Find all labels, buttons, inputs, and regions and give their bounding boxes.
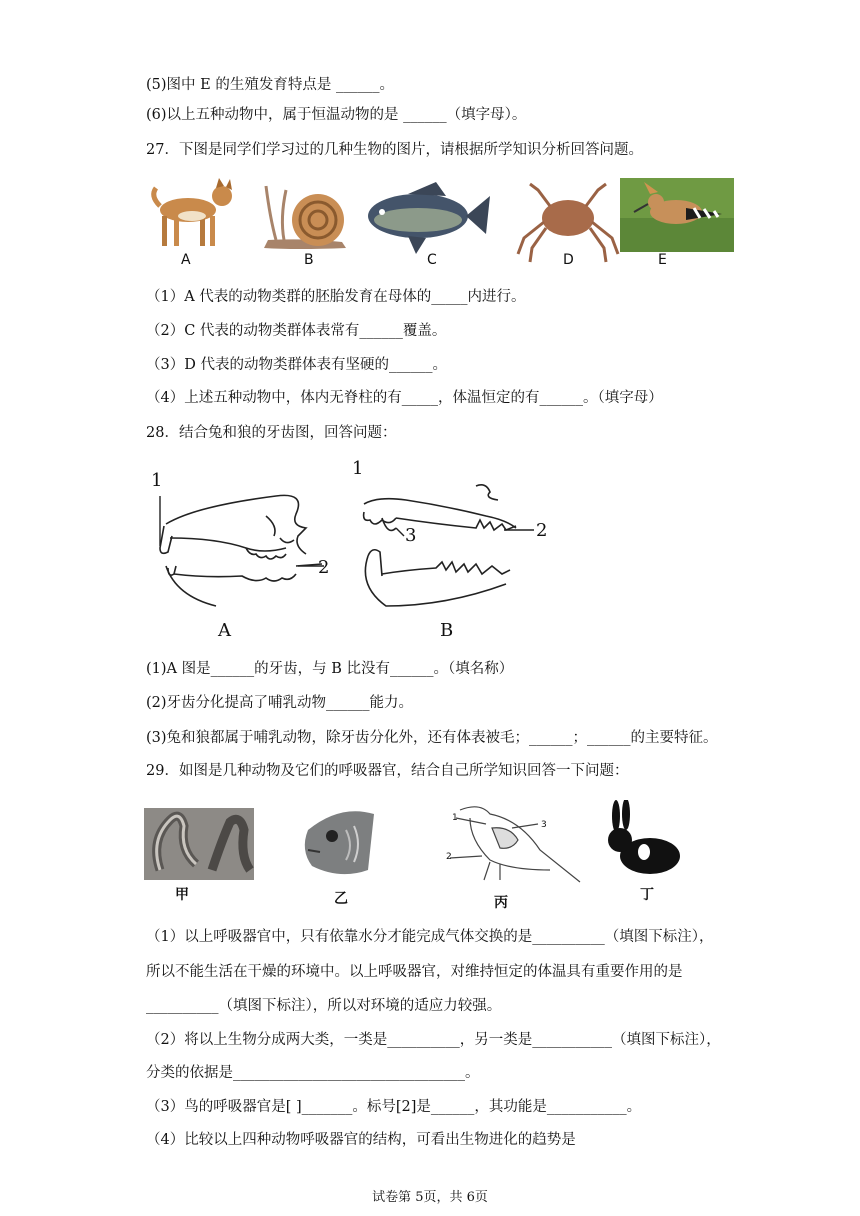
crab-image <box>518 184 618 262</box>
wolf-label-3: 3 <box>405 525 417 546</box>
teeth-diagram <box>146 456 566 646</box>
fish-gills-image <box>305 811 374 874</box>
animal-label-jia: 甲 <box>175 887 189 903</box>
question-28-title: 28．结合兔和狼的牙齿图，回答问题： <box>146 425 397 441</box>
rabbit-label-2: 2 <box>318 557 330 578</box>
rabbit-label-1: 1 <box>151 470 163 491</box>
question-28-1: (1)A 图是______的牙齿，与 B 比没有______。（填名称） <box>146 661 514 677</box>
respiratory-figure-29 <box>140 800 700 886</box>
animal-label-a: A <box>181 252 191 268</box>
animal-label-e: E <box>658 252 667 268</box>
animal-label-c: C <box>427 252 437 268</box>
animal-label-bing: 丙 <box>494 895 508 911</box>
animals-figure-27 <box>146 178 736 270</box>
rabbit-figure-label: A <box>218 620 231 641</box>
question-27-2: （2）C 代表的动物类群体表常有______覆盖。 <box>146 323 447 339</box>
question-5-line: (5)图中 E 的生殖发育特点是 ______。 <box>146 77 394 93</box>
bird-label-2: 2 <box>446 852 452 862</box>
question-29-2a: （2）将以上生物分成两大类，一类是__________，另一类是___________（填图下标注）， <box>146 1032 721 1048</box>
question-29-1b: 所以不能生活在干燥的环境中。以上呼吸器官，对维持恒定的体温具有重要作用的是 <box>146 964 683 980</box>
wolf-teeth-diagram <box>364 485 516 606</box>
question-28-3: (3)兔和狼都属于哺乳动物，除牙齿分化外，还有体表被毛；______；______的主要特征。 <box>146 730 718 746</box>
wolf-label-2: 2 <box>536 520 548 541</box>
question-29-4: （4）比较以上四种动物呼吸器官的结构，可看出生物进化的趋势是 <box>146 1132 576 1148</box>
rabbit-image <box>608 800 680 874</box>
question-29-2b: 分类的依据是________________________________。 <box>146 1065 480 1081</box>
page-footer: 试卷第 5页，共 6页 <box>372 1190 488 1205</box>
question-28-2: (2)牙齿分化提高了哺乳动物______能力。 <box>146 695 414 711</box>
fish-image <box>368 182 490 254</box>
bird-lungs-image <box>450 807 580 882</box>
bird-label-3: 3 <box>541 820 547 830</box>
question-6-line: (6)以上五种动物中，属于恒温动物的是 ______（填字母）。 <box>146 107 527 123</box>
hoopoe-image <box>620 178 734 252</box>
question-27-3: （3）D 代表的动物类群体表有坚硬的______。 <box>146 357 447 373</box>
animal-label-yi: 乙 <box>334 891 348 907</box>
dog-image <box>154 178 232 246</box>
snail-image <box>264 186 346 249</box>
rabbit-teeth-diagram <box>160 495 322 606</box>
question-29-title: 29．如图是几种动物及它们的呼吸器官，结合自己所学知识回答一下问题： <box>146 763 629 779</box>
bird-label-1: 1 <box>452 813 458 823</box>
animal-label-ding: 丁 <box>640 887 654 903</box>
question-27-4: （4）上述五种动物中，体内无脊柱的有_____，体温恒定的有______。（填字母） <box>146 390 663 406</box>
earthworm-image <box>144 808 254 880</box>
wolf-label-1: 1 <box>352 458 364 479</box>
animal-label-b: B <box>304 252 314 268</box>
question-27-1: （1）A 代表的动物类群的胚胎发育在母体的_____内进行。 <box>146 289 526 305</box>
question-27-title: 27．下图是同学们学习过的几种生物的图片，请根据所学知识分析回答问题。 <box>146 142 643 158</box>
question-29-1a: （1）以上呼吸器官中，只有依靠水分才能完成气体交换的是__________（填图下标注）， <box>146 929 714 945</box>
question-29-1c: __________（填图下标注），所以对环境的适应力较强。 <box>146 998 502 1014</box>
wolf-figure-label: B <box>440 620 454 641</box>
animal-label-d: D <box>563 252 574 268</box>
question-29-3: （3）鸟的呼吸器官是[ ]_______。标号[2]是______，其功能是___________。 <box>146 1099 642 1115</box>
